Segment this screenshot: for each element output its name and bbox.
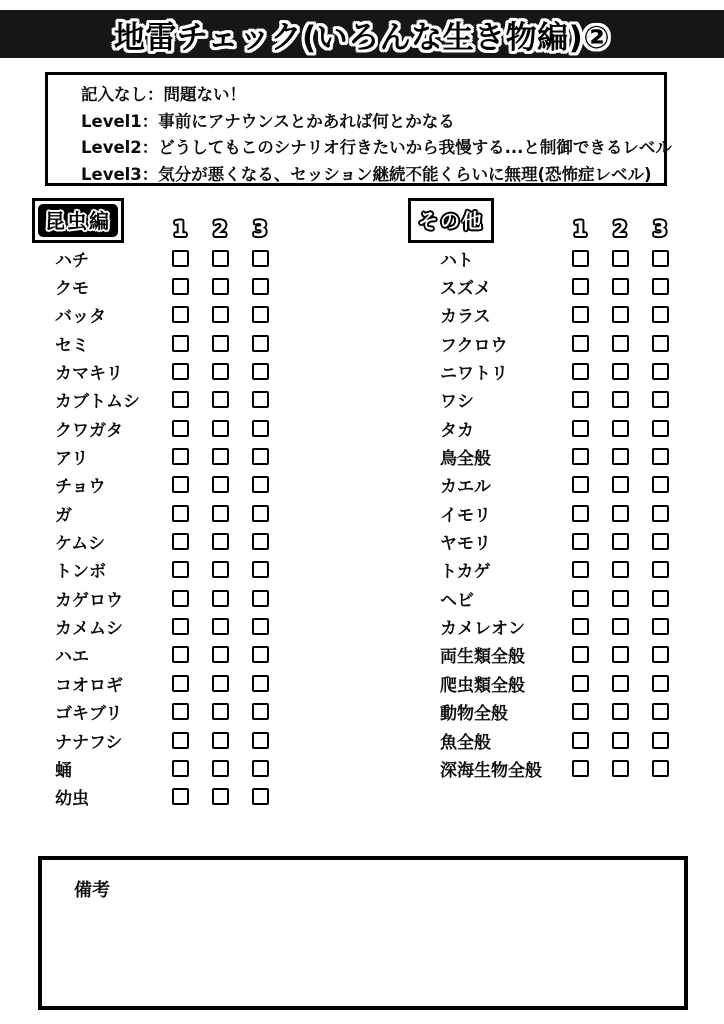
- checkbox-insects-r9-l1[interactable]: [172, 476, 189, 493]
- checkbox-others-r6-l2[interactable]: [612, 391, 629, 408]
- checkbox-others-r8-l2[interactable]: [612, 448, 629, 465]
- checkbox-others-r19-l3[interactable]: [652, 760, 669, 777]
- checkbox-insects-r8-l1[interactable]: [172, 448, 189, 465]
- item-label: カゲロウ: [55, 590, 123, 611]
- checkbox-insects-r2-l1[interactable]: [172, 278, 189, 295]
- check-row: [32, 754, 280, 782]
- checkbox-insects-r15-l1[interactable]: [172, 646, 189, 663]
- check-row: [32, 244, 280, 272]
- item-label: セミ: [55, 335, 89, 356]
- checkbox-insects-r2-l3[interactable]: [252, 278, 269, 295]
- checkbox-insects-r16-l2[interactable]: [212, 675, 229, 692]
- item-label: 蛹: [55, 760, 72, 781]
- checkbox-others-r5-l3[interactable]: [652, 363, 669, 380]
- checkbox-others-r9-l1[interactable]: [572, 476, 589, 493]
- item-label: 魚全般: [440, 732, 491, 753]
- check-row: [32, 641, 280, 669]
- checkbox-others-r1-l3[interactable]: [652, 250, 669, 267]
- checkbox-insects-r17-l3[interactable]: [252, 703, 269, 720]
- checkbox-insects-r13-l1[interactable]: [172, 590, 189, 607]
- item-label: トンボ: [55, 562, 106, 583]
- checkbox-others-r4-l3[interactable]: [652, 335, 669, 352]
- checkbox-insects-r11-l3[interactable]: [252, 533, 269, 550]
- item-label: ナナフシ: [55, 732, 123, 753]
- checkbox-others-r3-l2[interactable]: [612, 306, 629, 323]
- level-header-3: 3: [652, 217, 668, 241]
- item-label: スズメ: [440, 279, 491, 300]
- legend-line-level3: Level3：気分が悪くなる、セッション継続不能くらいに無理(恐怖症レベル): [81, 164, 652, 184]
- checkbox-others-r4-l2[interactable]: [612, 335, 629, 352]
- checkbox-others-r5-l1[interactable]: [572, 363, 589, 380]
- checkbox-insects-r20-l2[interactable]: [212, 788, 229, 805]
- item-label: バッタ: [55, 307, 106, 328]
- page-title: 地雷チェック(いろんな生き物編)②: [113, 19, 611, 56]
- checkbox-others-r8-l1[interactable]: [572, 448, 589, 465]
- check-row: [32, 698, 280, 726]
- checkbox-insects-r7-l2[interactable]: [212, 420, 229, 437]
- checkbox-others-r15-l3[interactable]: [652, 646, 669, 663]
- check-row: [32, 783, 280, 811]
- level-header-3: 3: [252, 217, 268, 241]
- item-label: クモ: [55, 279, 89, 300]
- checkbox-others-r2-l1[interactable]: [572, 278, 589, 295]
- checkbox-others-r19-l1[interactable]: [572, 760, 589, 777]
- checkbox-others-r11-l2[interactable]: [612, 533, 629, 550]
- check-row: [408, 329, 680, 357]
- checkbox-others-r6-l3[interactable]: [652, 391, 669, 408]
- checkbox-insects-r16-l3[interactable]: [252, 675, 269, 692]
- level-header-2: 2: [212, 217, 228, 241]
- checkbox-others-r1-l1[interactable]: [572, 250, 589, 267]
- checkbox-insects-r17-l1[interactable]: [172, 703, 189, 720]
- item-label: 鳥全般: [440, 449, 491, 470]
- item-label: アリ: [55, 449, 89, 470]
- checkbox-others-r7-l2[interactable]: [612, 420, 629, 437]
- check-row: [408, 527, 680, 555]
- checkbox-others-r6-l1[interactable]: [572, 391, 589, 408]
- item-label: ハト: [440, 250, 474, 271]
- check-row: [32, 499, 280, 527]
- checkbox-others-r3-l3[interactable]: [652, 306, 669, 323]
- checkbox-others-r10-l3[interactable]: [652, 505, 669, 522]
- checkbox-insects-r16-l1[interactable]: [172, 675, 189, 692]
- checkbox-insects-r10-l2[interactable]: [212, 505, 229, 522]
- checkbox-others-r15-l2[interactable]: [612, 646, 629, 663]
- checkbox-insects-r15-l3[interactable]: [252, 646, 269, 663]
- item-label: 爬虫類全般: [440, 675, 525, 696]
- checkbox-insects-r14-l3[interactable]: [252, 618, 269, 635]
- item-label: タカ: [440, 420, 474, 441]
- checkbox-insects-r8-l2[interactable]: [212, 448, 229, 465]
- section-others-header-label: その他: [418, 209, 484, 233]
- title-banner: [0, 10, 724, 58]
- check-row: [408, 556, 680, 584]
- checkbox-insects-r20-l1[interactable]: [172, 788, 189, 805]
- checkbox-others-r18-l1[interactable]: [572, 732, 589, 749]
- checkbox-insects-r3-l1[interactable]: [172, 306, 189, 323]
- checkbox-insects-r9-l2[interactable]: [212, 476, 229, 493]
- check-row: [32, 612, 280, 640]
- checkbox-others-r7-l1[interactable]: [572, 420, 589, 437]
- item-label: カブトムシ: [55, 392, 140, 413]
- check-row: [32, 357, 280, 385]
- check-row: [408, 641, 680, 669]
- level-header-1: 1: [572, 217, 588, 241]
- checkbox-insects-r5-l1[interactable]: [172, 363, 189, 380]
- check-row: [408, 357, 680, 385]
- item-label: ニワトリ: [440, 364, 508, 385]
- checkbox-insects-r19-l3[interactable]: [252, 760, 269, 777]
- checkbox-others-r13-l3[interactable]: [652, 590, 669, 607]
- checkbox-others-r11-l1[interactable]: [572, 533, 589, 550]
- check-row: [408, 244, 680, 272]
- checkbox-others-r2-l2[interactable]: [612, 278, 629, 295]
- checkbox-insects-r4-l3[interactable]: [252, 335, 269, 352]
- item-label: 両生類全般: [440, 647, 525, 668]
- check-row: [408, 726, 680, 754]
- checkbox-insects-r9-l3[interactable]: [252, 476, 269, 493]
- item-label: トカゲ: [440, 562, 491, 583]
- checkbox-others-r7-l3[interactable]: [652, 420, 669, 437]
- check-row: [32, 442, 280, 470]
- check-row: [408, 272, 680, 300]
- section-insects-header-label: 昆虫編: [45, 209, 111, 233]
- item-label: 深海生物全般: [440, 760, 542, 781]
- item-label: ガ: [55, 505, 72, 526]
- checkbox-others-r17-l1[interactable]: [572, 703, 589, 720]
- checkbox-others-r13-l2[interactable]: [612, 590, 629, 607]
- level-header-2: 2: [612, 217, 628, 241]
- checkbox-insects-r4-l2[interactable]: [212, 335, 229, 352]
- section-others: [408, 198, 680, 783]
- item-label: ヤモリ: [440, 534, 491, 555]
- checkbox-others-r10-l2[interactable]: [612, 505, 629, 522]
- checkbox-insects-r7-l3[interactable]: [252, 420, 269, 437]
- checkbox-insects-r18-l2[interactable]: [212, 732, 229, 749]
- item-label: ワシ: [440, 392, 474, 413]
- checkbox-others-r12-l2[interactable]: [612, 561, 629, 578]
- check-row: [408, 612, 680, 640]
- item-label: ケムシ: [55, 534, 106, 555]
- checkbox-insects-r6-l1[interactable]: [172, 391, 189, 408]
- legend-line-level1: Level1：事前にアナウンスとかあれば何とかなる: [81, 111, 455, 131]
- legend-box: [45, 72, 672, 186]
- checkbox-insects-r13-l3[interactable]: [252, 590, 269, 607]
- checkbox-insects-r12-l1[interactable]: [172, 561, 189, 578]
- item-label: クワガタ: [55, 420, 123, 441]
- checkbox-others-r3-l1[interactable]: [572, 306, 589, 323]
- checkbox-insects-r1-l1[interactable]: [172, 250, 189, 267]
- checkbox-others-r16-l3[interactable]: [652, 675, 669, 692]
- checkbox-insects-r3-l2[interactable]: [212, 306, 229, 323]
- checkbox-others-r11-l3[interactable]: [652, 533, 669, 550]
- checkbox-insects-r4-l1[interactable]: [172, 335, 189, 352]
- checkbox-insects-r18-l3[interactable]: [252, 732, 269, 749]
- checkbox-others-r5-l2[interactable]: [612, 363, 629, 380]
- checkbox-insects-r10-l1[interactable]: [172, 505, 189, 522]
- item-label: ハエ: [55, 647, 89, 668]
- check-row: [408, 499, 680, 527]
- checkbox-others-r10-l1[interactable]: [572, 505, 589, 522]
- checkbox-insects-r19-l2[interactable]: [212, 760, 229, 777]
- checkbox-others-r14-l1[interactable]: [572, 618, 589, 635]
- checkbox-insects-r3-l3[interactable]: [252, 306, 269, 323]
- item-label: カマキリ: [55, 364, 123, 385]
- check-row: [408, 301, 680, 329]
- check-row: [32, 726, 280, 754]
- checkbox-insects-r6-l2[interactable]: [212, 391, 229, 408]
- checkbox-others-r4-l1[interactable]: [572, 335, 589, 352]
- checkbox-others-r1-l2[interactable]: [612, 250, 629, 267]
- checkbox-others-r8-l3[interactable]: [652, 448, 669, 465]
- check-row: [32, 414, 280, 442]
- section-insects: [32, 198, 280, 811]
- checkbox-insects-r17-l2[interactable]: [212, 703, 229, 720]
- item-label: カラス: [440, 307, 491, 328]
- checkbox-others-r16-l2[interactable]: [612, 675, 629, 692]
- checkbox-insects-r14-l2[interactable]: [212, 618, 229, 635]
- checkbox-others-r12-l3[interactable]: [652, 561, 669, 578]
- checkbox-insects-r5-l2[interactable]: [212, 363, 229, 380]
- checkbox-others-r18-l2[interactable]: [612, 732, 629, 749]
- checkbox-insects-r11-l2[interactable]: [212, 533, 229, 550]
- checkbox-others-r13-l1[interactable]: [572, 590, 589, 607]
- check-row: [32, 301, 280, 329]
- checkbox-others-r9-l2[interactable]: [612, 476, 629, 493]
- checkbox-insects-r1-l3[interactable]: [252, 250, 269, 267]
- legend-line-level2: Level2：どうしてもこのシナリオ行きたいから我慢する...と制御できるレベル: [81, 138, 672, 157]
- item-label: ハチ: [55, 250, 89, 271]
- check-row: [32, 669, 280, 697]
- check-row: [32, 329, 280, 357]
- item-label: カメレオン: [440, 619, 525, 640]
- checkbox-insects-r1-l2[interactable]: [212, 250, 229, 267]
- checkbox-insects-r14-l1[interactable]: [172, 618, 189, 635]
- checkbox-others-r9-l3[interactable]: [652, 476, 669, 493]
- item-label: フクロウ: [440, 335, 508, 356]
- checkbox-insects-r18-l1[interactable]: [172, 732, 189, 749]
- check-row: [408, 414, 680, 442]
- item-label: ヘビ: [440, 590, 474, 611]
- checkbox-others-r14-l3[interactable]: [652, 618, 669, 635]
- check-row: [408, 584, 680, 612]
- checkbox-insects-r10-l3[interactable]: [252, 505, 269, 522]
- checkbox-insects-r13-l2[interactable]: [212, 590, 229, 607]
- checkbox-insects-r8-l3[interactable]: [252, 448, 269, 465]
- check-row: [408, 698, 680, 726]
- checkbox-insects-r7-l1[interactable]: [172, 420, 189, 437]
- remarks-label: 備考: [74, 880, 110, 901]
- checkbox-insects-r6-l3[interactable]: [252, 391, 269, 408]
- legend-line-none: 記入なし：問題ない！: [81, 85, 246, 104]
- checkbox-insects-r5-l3[interactable]: [252, 363, 269, 380]
- item-label: コオロギ: [55, 675, 123, 696]
- section-others-badge: [408, 198, 494, 243]
- level-header-1: 1: [172, 217, 188, 241]
- check-row: [32, 584, 280, 612]
- checkbox-others-r2-l3[interactable]: [652, 278, 669, 295]
- item-label: ゴキブリ: [55, 704, 123, 725]
- checkbox-others-r14-l2[interactable]: [612, 618, 629, 635]
- check-row: [32, 527, 280, 555]
- check-row: [408, 386, 680, 414]
- checkbox-others-r17-l3[interactable]: [652, 703, 669, 720]
- checkbox-others-r16-l1[interactable]: [572, 675, 589, 692]
- checkbox-others-r19-l2[interactable]: [612, 760, 629, 777]
- checkbox-insects-r19-l1[interactable]: [172, 760, 189, 777]
- remarks-box[interactable]: [38, 856, 688, 1010]
- checkbox-insects-r2-l2[interactable]: [212, 278, 229, 295]
- item-label: イモリ: [440, 505, 491, 526]
- check-row: [32, 556, 280, 584]
- checkbox-others-r18-l3[interactable]: [652, 732, 669, 749]
- item-label: カメムシ: [55, 619, 123, 640]
- check-row: [408, 471, 680, 499]
- checkbox-others-r12-l1[interactable]: [572, 561, 589, 578]
- check-row: [32, 272, 280, 300]
- check-row: [408, 442, 680, 470]
- checkbox-insects-r12-l3[interactable]: [252, 561, 269, 578]
- checkbox-insects-r12-l2[interactable]: [212, 561, 229, 578]
- checkbox-insects-r11-l1[interactable]: [172, 533, 189, 550]
- check-row: [408, 754, 680, 782]
- item-label: カエル: [440, 477, 491, 498]
- check-row: [32, 386, 280, 414]
- item-label: 動物全般: [440, 704, 508, 725]
- checkbox-insects-r20-l3[interactable]: [252, 788, 269, 805]
- item-label: チョウ: [55, 477, 106, 498]
- checkbox-others-r15-l1[interactable]: [572, 646, 589, 663]
- check-row: [408, 669, 680, 697]
- check-row: [32, 471, 280, 499]
- checkbox-others-r17-l2[interactable]: [612, 703, 629, 720]
- checkbox-insects-r15-l2[interactable]: [212, 646, 229, 663]
- section-insects-badge: [32, 198, 124, 243]
- item-label: 幼虫: [55, 789, 89, 810]
